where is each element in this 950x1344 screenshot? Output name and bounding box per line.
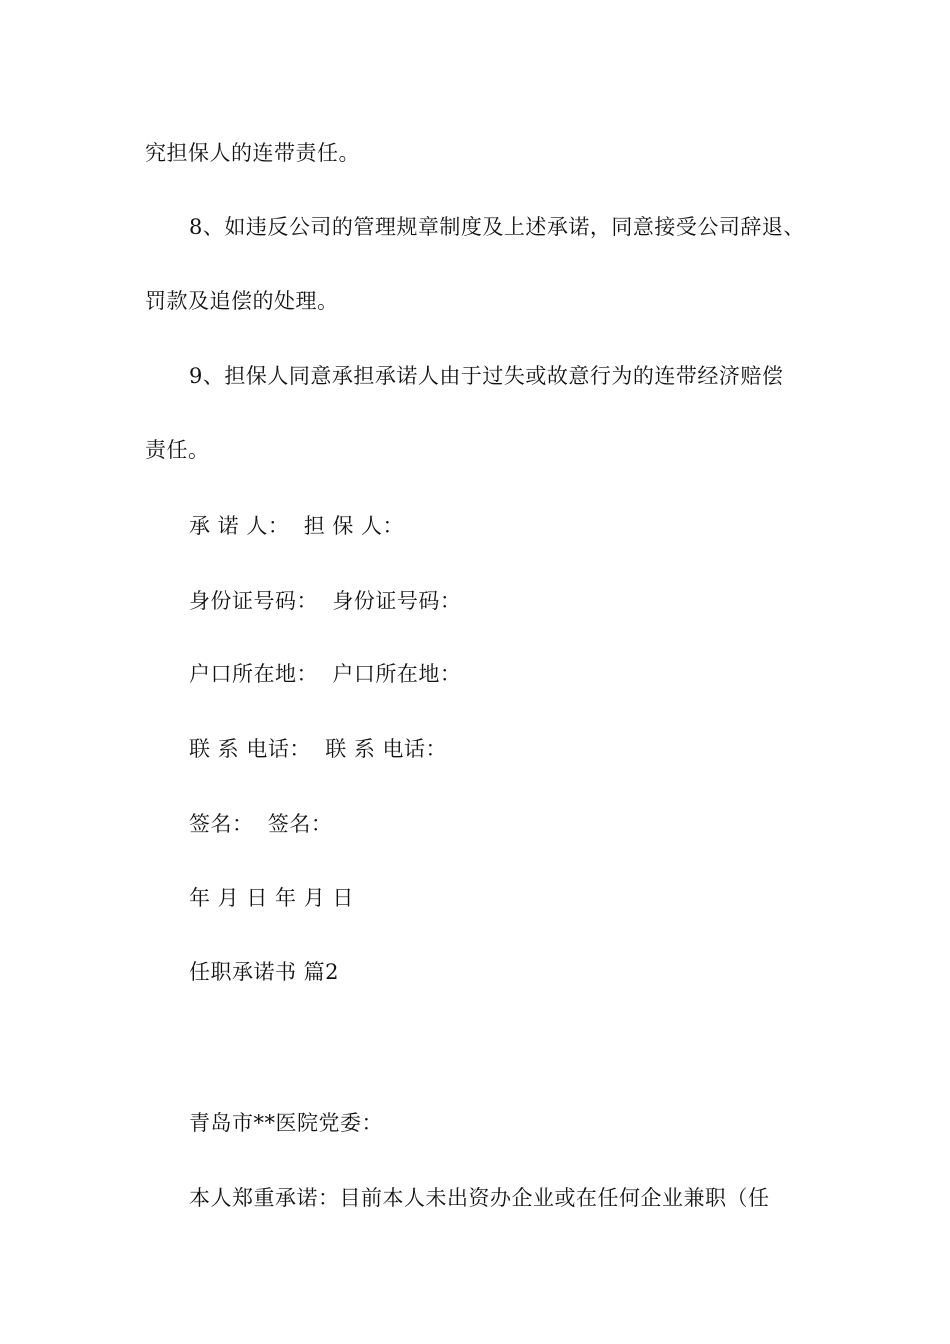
paragraph-9-line-2: 责任。 [145, 438, 210, 462]
contact-phone-label: 联 系 电话： 联 系 电话： [189, 737, 448, 761]
date-label: 年 月 日 年 月 日 [189, 886, 354, 910]
section-title: 任职承诺书 篇2 [189, 960, 340, 984]
commitment-paragraph-line-1: 本人郑重承诺：目前本人未出资办企业或在任何企业兼职（任 [189, 1186, 770, 1210]
id-number-label: 身份证号码： 身份证号码： [189, 589, 462, 613]
signature-parties-label: 承 诺 人： 担 保 人： [189, 514, 405, 538]
paragraph-8-line-2: 罚款及追偿的处理。 [145, 289, 339, 313]
paragraph-8-line-1: 8、如违反公司的管理规章制度及上述承诺，同意接受公司辞退、 [189, 215, 805, 239]
household-registration-label: 户口所在地： 户口所在地： [189, 662, 462, 686]
addressee: 青岛市**医院党委： [189, 1111, 383, 1135]
paragraph-7-continuation: 究担保人的连带责任。 [145, 141, 360, 165]
signature-label: 签名： 签名： [189, 812, 333, 836]
paragraph-9-line-1: 9、担保人同意承担承诺人由于过失或故意行为的连带经济赔偿 [189, 364, 784, 388]
